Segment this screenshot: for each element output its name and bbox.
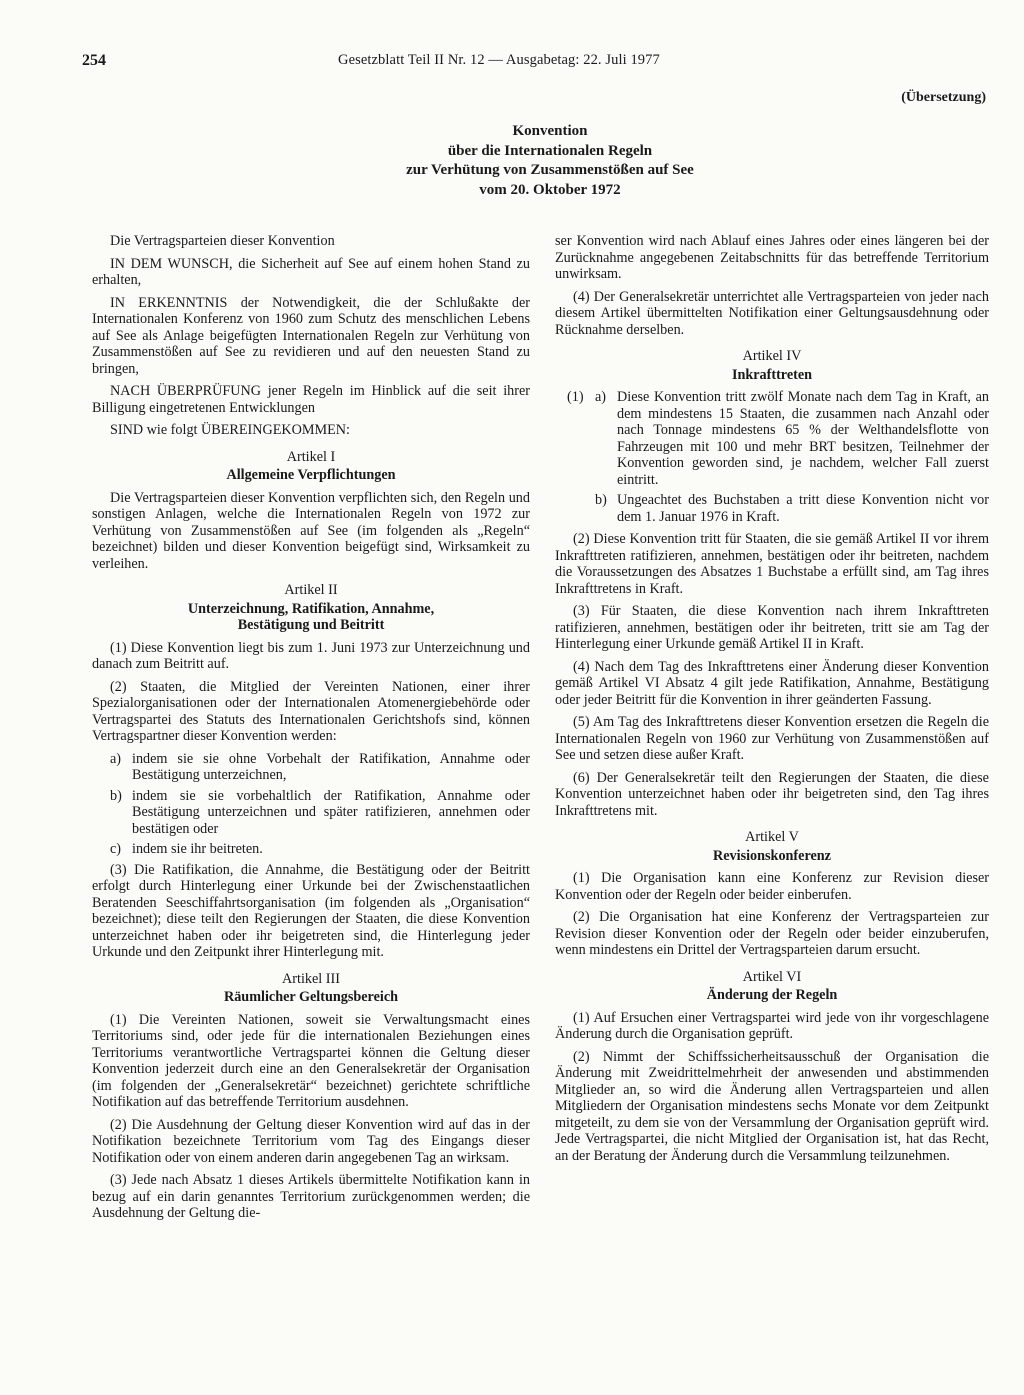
- article-4-p2: (2) Diese Konvention tritt für Staaten, die sie gemäß Artikel II vor ihrem Inkrafttreten ratifizieren, annehmen, bestätigen oder ihr beitreten, nachdem die Voraussetzungen des Absatzes 1 Buchstabe a erfüllt sind, am Tag ihres Inkrafttretens in Kraft.: [555, 531, 989, 597]
- article-6-p2: (2) Nimmt der Schiffssicherheitsausschuß der Organisation die Änderung mit Zweidrittelmehrheit der anwesenden und abstimmenden Mitglieder an, so wird die Änderung allen Vertragsparteien und allen Mitgliedern der Organisation mindestens sechs Monate vor dem Zeitpunkt mitgeteilt, zu dem sie von der Versammlung der Organisation geprüft wird. Jede Vertragspartei, die nicht Mitglied der Organisation ist, hat das Recht, an der Beratung der Änderung durch die Versammlung teilzunehmen.: [555, 1048, 989, 1164]
- article-4-item-1b: [555, 492, 989, 525]
- translation-note: (Übersetzung): [901, 90, 986, 105]
- item-label: b): [110, 787, 122, 804]
- article-5-heading: Artikel V: [745, 829, 799, 845]
- item-number: (1): [567, 389, 584, 405]
- article-6-heading: Artikel VI: [742, 968, 802, 985]
- article-2-p2: (2) Staaten, die Mitglied der Vereinten Nationen, einer ihrer Spezialorganisationen oder der Internationalen Atomenergiebehörde oder Vertragspartei des Statuts des Internationalen Gerichtshofs sind, können Vertragspartner dieser Konvention werden:: [92, 678, 530, 744]
- article-4-p4: (4) Nach dem Tag des Inkrafttretens einer Änderung dieser Konvention gemäß Artikel VI Absatz 4 gilt jede Ratifikation, Annahme, Bestätigung oder jeder Beitritt für die Konvention in ihrer geänderten Fassung.: [555, 658, 989, 708]
- article-1-paragraph: Die Vertragsparteien dieser Konvention verpflichten sich, den Regeln und sonstigen Anlagen, welche die Internationalen Regeln von 1972 zur Verhütung von Zusammenstößen auf See (im folgenden als „Regeln“ bezeichnet) bilden und dieser Konvention beigefügt sind, Wirksamkeit zu verleihen.: [92, 489, 530, 572]
- item-label: a): [110, 750, 122, 767]
- article-6-p1: (1) Auf Ersuchen einer Vertragspartei wird jede von ihr vorgeschlagene Änderung durch die Organisation geprüft.: [555, 1009, 989, 1042]
- preamble-p5: SIND wie folgt ÜBEREINGEKOMMEN:: [110, 422, 350, 438]
- left-column: [92, 233, 530, 1228]
- article-4-heading: Artikel IV: [742, 348, 802, 364]
- right-column: [555, 233, 989, 1170]
- preamble-p3: IN ERKENNTNIS der Notwendigkeit, die der Schlußakte der Internationalen Konferenz von 1960 zum Schutz des menschlichen Lebens auf See als Anlage beigefügten Internationalen Regeln zur Verhütung von Zusammenstößen auf See zu revidieren und auf den neuesten Stand zu bringen,: [92, 294, 530, 377]
- article-2-p1: (1) Diese Konvention liegt bis zum 1. Juni 1973 zur Unterzeichnung und danach zum Beitritt auf.: [92, 639, 530, 672]
- item-text: Diese Konvention tritt zwölf Monate nach dem Tag in Kraft, an dem mindestens 15 Staaten, die zusammen nach Anzahl oder nach Tonnage mindestens 65 % der Welthandelsflotte von Fahrzeugen mit 100 und mehr BRT besitzen, Teilnehmer der Konvention geworden sind, je nachdem, welcher Fall zuerst eintritt.: [617, 389, 989, 488]
- running-head: Gesetzblatt Teil II Nr. 12 — Ausgabetag: 22. Juli 1977: [338, 52, 660, 68]
- article-2-title-cont: Bestätigung und Beitritt: [237, 617, 385, 633]
- article-2-item-a: [92, 751, 530, 784]
- title-line-2: über die Internationalen Regeln: [447, 142, 653, 159]
- item-letter: b): [595, 492, 607, 508]
- preamble-p2: IN DEM WUNSCH, die Sicherheit auf See auf einem hohen Stand zu erhalten,: [92, 255, 530, 288]
- item-text: indem sie sie ohne Vorbehalt der Ratifikation, Annahme oder Bestätigung unterzeichnen,: [132, 750, 530, 783]
- article-2-heading: Artikel II: [284, 582, 338, 598]
- article-5-p1: (1) Die Organisation kann eine Konferenz zur Revision dieser Konvention oder der Regeln oder beider einberufen.: [555, 870, 989, 903]
- article-3-p1: (1) Die Vereinten Nationen, soweit sie Verwaltungsmacht eines Territoriums sind, oder jede für die internationalen Beziehungen eines Territoriums verantwortliche Vertragspartei können die Geltung dieser Konvention jederzeit durch eine an den Generalsekretär der Organisation (im folgenden der „Generalsekretär“ bezeichnet) gerichtete schriftliche Notifikation auf das betreffende Territorium ausdehnen.: [92, 1011, 530, 1110]
- article-2-p3: (3) Die Ratifikation, die Annahme, die Bestätigung oder der Beitritt erfolgt durch Hinterlegung einer Urkunde bei der Zwischenstaatlichen Beratenden Seeschiffahrtsorganisation (im folgenden als „Organisation“ bezeichnet); diese teilt den Regierungen der Staaten, die diese Konvention unterzeichnet haben oder ihr beigetreten sind, die Hinterlegung jeder Urkunde und den Zeitpunkt ihrer Hinterlegung mit.: [92, 861, 530, 960]
- article-3-heading: Artikel III: [282, 970, 340, 987]
- preamble-p1: Die Vertragsparteien dieser Konvention: [110, 233, 335, 249]
- article-1-heading: Artikel I: [286, 448, 336, 465]
- title-line-3: zur Verhütung von Zusammenstößen auf See: [406, 162, 694, 178]
- document-title: [260, 122, 840, 200]
- title-line-4: vom 20. Oktober 1972: [479, 181, 621, 198]
- item-text: indem sie sie vorbehaltlich der Ratifikation, Annahme oder Bestätigung unterzeichnen und später ratifizieren, annehmen oder bestätigen oder: [132, 787, 530, 837]
- item-label: c): [110, 841, 122, 857]
- article-3-p4: (4) Der Generalsekretär unterrichtet alle Vertragsparteien von jeder nach diesem Artikel übermittelten Notifikation einer Geltungsausdehnung oder Rücknahme derselben.: [555, 288, 989, 338]
- article-5-title: Revisionskonferenz: [713, 847, 831, 864]
- article-4-p3: (3) Für Staaten, die diese Konvention nach ihrem Inkrafttreten ratifizieren, annehmen, bestätigen oder ihr beitreten, tritt sie am Tag der Hinterlegung einer Urkunde gemäß Artikel II in Kraft.: [555, 603, 989, 652]
- article-4-p5: (5) Am Tag des Inkrafttretens dieser Konvention ersetzen die Regeln die Internationalen Regeln von 1960 zur Verhütung von Zusammenstößen auf See und setzen diese außer Kraft.: [555, 714, 989, 763]
- item-letter: a): [595, 389, 607, 405]
- article-3-p2: (2) Die Ausdehnung der Geltung dieser Konvention wird auf das in der Notifikation bezeichnete Territorium vom Tag des Eingangs dieser Notifikation oder von einem anderen darin angegebenen Tag an wirksam.: [92, 1116, 530, 1166]
- article-3-title: Räumlicher Geltungsbereich: [223, 989, 399, 1005]
- page-number: 254: [82, 52, 106, 69]
- article-4-p6: (6) Der Generalsekretär teilt den Regierungen der Staaten, die diese Konvention unterzeichnet haben oder ihr beigetreten sind, den Tag ihres Inkrafttretens mit.: [555, 769, 989, 819]
- article-2-item-b: [92, 788, 530, 838]
- item-text: Ungeachtet des Buchstaben a tritt diese Konvention nicht vor dem 1. Januar 1976 in Kraft.: [617, 492, 989, 525]
- article-2-item-c: [92, 841, 530, 858]
- article-4-title: Inkrafttreten: [731, 366, 813, 383]
- article-1-title: Allgemeine Verpflichtungen: [226, 467, 396, 483]
- article-3-continuation: ser Konvention wird nach Ablauf eines Jahres oder eines längeren bei der Zurücknahme angegebenen Zeitabschnitts für das betreffende Territorium unwirksam.: [555, 233, 989, 282]
- article-3-p3: (3) Jede nach Absatz 1 dieses Artikels übermittelte Notifikation kann in bezug auf ein darin genanntes Territorium zurückgenommen werden; die Ausdehnung der Geltung die-: [92, 1172, 530, 1221]
- article-5-p2: (2) Die Organisation hat eine Konferenz der Vertragsparteien zur Revision dieser Konvention oder der Regeln oder beider einzuberufen, wenn mindestens ein Drittel der Vertragsparteien darum ersucht.: [555, 909, 989, 958]
- article-6-title: Änderung der Regeln: [706, 987, 838, 1003]
- title-line-1: Konvention: [512, 123, 588, 139]
- preamble-p4: NACH ÜBERPRÜFUNG jener Regeln im Hinblick auf die seit ihrer Billigung eingetretenen Entwicklungen: [92, 383, 530, 416]
- article-2-title: Unterzeichnung, Ratifikation, Annahme,: [187, 600, 435, 617]
- item-text: indem sie ihr beitreten.: [132, 841, 263, 857]
- article-4-item-1a: [555, 389, 989, 488]
